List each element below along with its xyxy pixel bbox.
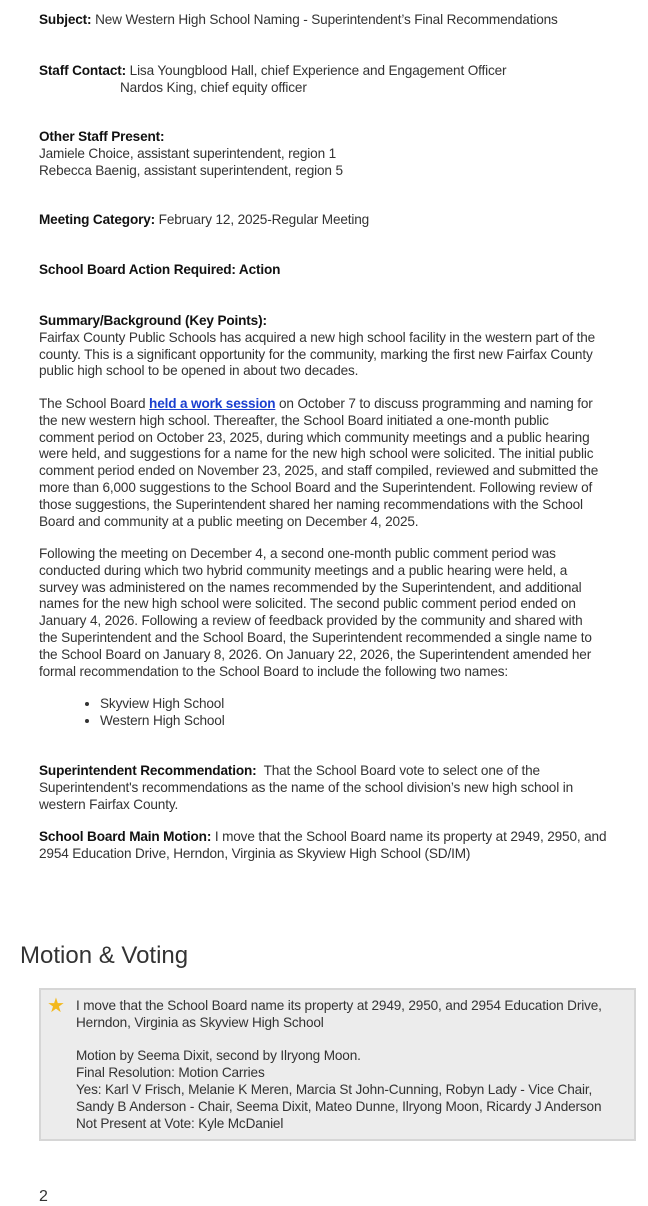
- recommendation-label: Superintendent Recommendation:: [39, 763, 257, 778]
- other-staff: [39, 129, 639, 179]
- summary-para-1: [39, 330, 639, 380]
- staff-contact-1: Lisa Youngblood Hall, chief Experience and Engagement Officer: [129, 63, 507, 78]
- staff-contact-2: Nardos King, chief equity officer: [120, 79, 307, 95]
- recommendation-line: Superintendent's recommendations as the name of the school division’s new high school in: [39, 779, 573, 795]
- meeting-category: [39, 212, 639, 229]
- summary: [39, 313, 639, 380]
- other-staff-label: Other Staff Present:: [39, 129, 165, 144]
- text-line: were held, and suggestions for a name for the new high school were solicited. The initial public: [39, 446, 594, 462]
- text-line: I move that the School Board name its property at 2949, 2950, and 2954 Education Drive,: [76, 998, 602, 1013]
- para2-rest: on October 7 to discuss programming and naming for: [275, 396, 593, 411]
- text-line: those suggestions, the Superintendent shared her naming recommendations with the School: [39, 496, 583, 512]
- work-session-link[interactable]: held a work session: [149, 396, 276, 411]
- text-line: the new western high school. Thereafter, the School Board initiated a one-month public: [39, 412, 549, 428]
- text-line: the Superintendent and the School Board, the Superintendent recommended a single name to: [39, 629, 592, 645]
- summary-label: Summary/Background (Key Points):: [39, 313, 267, 328]
- text-line: Yes: Karl V Frisch, Melanie K Meren, Marcia St John-Cunning, Robyn Lady - Vice Chair,: [76, 1081, 593, 1097]
- text-line: comment period ended on November 23, 2025, and staff compiled, reviewed and submitted the: [39, 463, 599, 479]
- text-line: more than 6,000 suggestions to the School Board and the Superintendent. Following review of: [39, 479, 593, 495]
- action-required-label: School Board Action Required: Action: [39, 262, 281, 277]
- other-staff-1: Jamiele Choice, assistant superintendent, region 1: [39, 145, 337, 161]
- subject-value: New Western High School Naming - Superintendent’s Final Recommendations: [95, 12, 558, 27]
- motion-text: [76, 998, 602, 1032]
- text-line: Final Resolution: Motion Carries: [76, 1065, 265, 1081]
- text-line: Motion by Seema Dixit, second by Ilryong Moon.: [76, 1048, 361, 1064]
- summary-para-3: [39, 546, 639, 680]
- recommendation-line: That the School Board vote to select one of the: [256, 763, 540, 778]
- subject-label: Subject:: [39, 12, 92, 27]
- motion-voting-heading: Motion & Voting: [20, 942, 189, 969]
- main-motion: [39, 829, 639, 863]
- text-line: January 4, 2026. Following a review of feedback provided by the community and shared with: [39, 613, 583, 629]
- action-required: [39, 262, 639, 279]
- para2-lines: [39, 413, 639, 531]
- vote-details: [76, 1048, 602, 1132]
- text-line: formal recommendation to the School Board to include the following two names:: [39, 663, 509, 679]
- para2-prefix: The School Board: [39, 396, 150, 411]
- meeting-category-value: February 12, 2025-Regular Meeting: [158, 212, 370, 227]
- text-line: names for the new high school were solicited. The second public comment period ended on: [39, 596, 576, 612]
- text-line: Sandy B Anderson - Chair, Seema Dixit, Mateo Dunne, Ilryong Moon, Ricardy J Anderson: [76, 1098, 602, 1114]
- star-icon: ★: [47, 995, 65, 1017]
- name-option: • Skyview High School: [100, 696, 639, 713]
- subject: [39, 12, 639, 29]
- staff-contact-label: Staff Contact:: [39, 63, 127, 78]
- staff-contact: [39, 63, 639, 97]
- text-line: conducted during which two hybrid community meetings and a public hearing were held, a: [39, 562, 568, 578]
- name-option: • Western High School: [100, 713, 639, 730]
- main-motion-line: I move that the School Board name its property at 2949, 2950, and: [211, 829, 607, 844]
- recommendation-line: western Fairfax County.: [39, 796, 179, 812]
- text-line: survey was administered on the names recommended by the Superintendent, and additional: [39, 579, 582, 595]
- main-motion-label: School Board Main Motion:: [39, 829, 212, 844]
- recommendation: [39, 763, 639, 813]
- text-line: county. This is a significant opportunity for the community, marking the first new Fairfax County: [39, 346, 593, 362]
- motion-box: [39, 988, 636, 1141]
- text-line: public high school to be opened in about two decades.: [39, 363, 359, 379]
- text-line: Following the meeting on December 4, a second one-month public comment period was: [39, 546, 556, 561]
- text-line: Board and community at a public meeting on December 4, 2025.: [39, 513, 419, 529]
- text-line: comment period on October 23, 2025, during which community meetings and a public hearing: [39, 429, 590, 445]
- summary-para-2: [39, 396, 639, 530]
- text-line: Herndon, Virginia as Skyview High School: [76, 1014, 324, 1030]
- text-line: Fairfax County Public Schools has acquired a new high school facility in the western part of the: [39, 329, 596, 345]
- other-staff-2: Rebecca Baenig, assistant superintendent, region 5: [39, 162, 343, 178]
- text-line: the School Board on January 8, 2026. On January 22, 2026, the Superintendent amended her: [39, 646, 592, 662]
- names-list: [39, 696, 639, 730]
- meeting-category-label: Meeting Category:: [39, 212, 156, 227]
- main-motion-line: 2954 Education Drive, Herndon, Virginia as Skyview High School (SD/IM): [39, 845, 471, 861]
- next-item-number: 2: [39, 1188, 48, 1205]
- text-line: Not Present at Vote: Kyle McDaniel: [76, 1115, 284, 1131]
